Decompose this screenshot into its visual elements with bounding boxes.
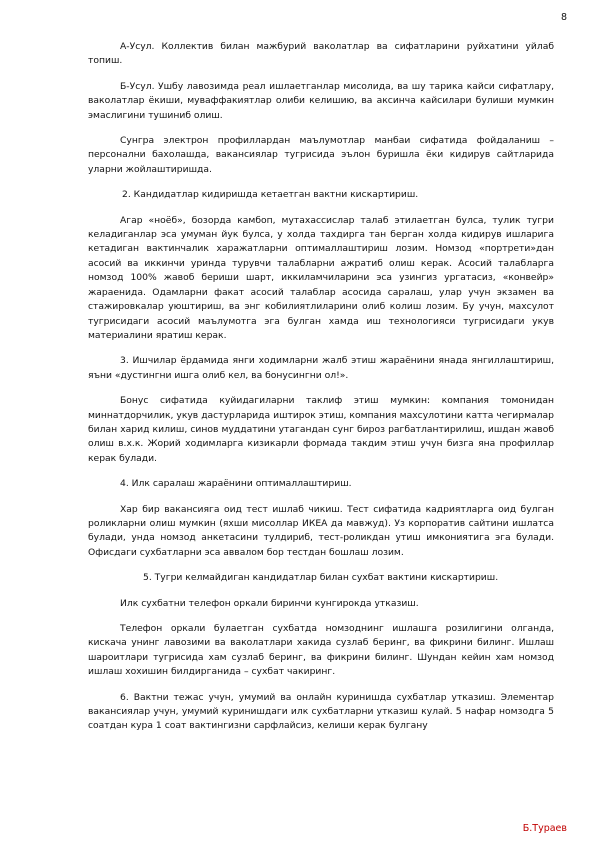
section-heading-3: 3. Ишчилар ёрдамида янги ходимларни жалб этиш жараёнини янада янгиллаштириш, яъни «дустингни ишга олиб кел, ва бонусингни ол!». bbox=[88, 355, 554, 381]
section-heading-4: 4. Илк саралаш жараёнини оптималлаштириш. bbox=[120, 478, 352, 490]
page-number: 8 bbox=[560, 12, 567, 23]
paragraph-bonus: Бонус сифатида куйидагиларни таклиф этиш мумкин: компания томонидан миннатдорчилик, укув дастурларида иштирок этиш, компания махсулотини катта чегирмалар билан харид килиш, синов муддатини утагандан сунг бироз рагбатлантирилиш, ишдан жавоб олиш в.х.к. Жорий ходимларга кизикарли формада такдим этиш учун бизга яна профиллар керак булади. bbox=[88, 395, 554, 464]
paragraph-phone-interview: Телефон оркали булаетган сухбатда номзоднинг ишлашга розилигини олганда, кискача унинг лавозими ва ваколатлари хакида сузлаб беринг, ва фикрини билинг. Ишлаш шароитлари тугрисида хам сузлаб беринг, ва фикрини билинг. Шундан кейин хам номзод ишлаш хохишин билдирганида – сухбат чакиринг. bbox=[88, 623, 554, 678]
document-body bbox=[88, 40, 554, 745]
paragraph-tests: Хар бир вакансияга оид тест ишлаб чикиш. Тест сифатида кадриятларга оид булган роликларни олиш мумкин (яхши мисоллар ИКЕА да мавжуд). Уз корпоратив сайтини ишлатса булади, унда номзод анкетасини тулдириб, тест-роликдан утиш имкониятига эга булади. Офисдаги сухбатларни эса аввалом бор тестдан бошлаш лозим. bbox=[88, 503, 554, 558]
paragraph-group-interviews: 6. Вактни тежас учун, умумий ва онлайн куринишда сухбатлар утказиш. Элементар вакансиялар учун, умумий куринишдаги илк сухбатларни утказиш кулай. 5 нафар номзодга 5 соатдан кура 1 соат вактингизни сарфлайсиз, келиши керак булгану bbox=[88, 691, 554, 732]
paragraph-rare-specialists: Агар «ноёб», бозорда камбоп, мутахассислар талаб этилаетган булса, тулик тугри келадиганлар эса умуман йук булса, у холда тахдирга тан берган холда кидирув ишларига кетадиган вактинчалик харажатларни оптималлаштириш лозим. Номзод «портрети»дан асосий ва иккинчи уринда турувчи талабларни ажратиб олиш керак. Асосий талабларга номзод 100% жавоб бериши шарт, иккиламчиларини эса узингиз ургатасиз, «конвейр» жараенида. Одамларни факат асосий талаблар асосида саралаш, улар учун экзамен ва стажировкалар уюштириш, ва энг кобилиятлиларини олиб колиш лозим. Бу учун, махсулот тугрисидаги асосий маълумотга эга булган хамда иш технологияси тугрисидаги укув материалини яратиш керак. bbox=[88, 214, 554, 341]
paragraph-method-a: А-Усул. Коллектив билан мажбурий ваколатлар ва сифатларини руйхатини уйлаб топиш. bbox=[88, 41, 554, 67]
paragraph-method-b: Б-Усул. Ушбу лавозимда реал ишлаетганлар мисолида, ва шу тарика кайси сифатлару, ваколатлар ёкиши, муваффакиятлар олиби келишию, ва аксинча кайсилари булиши мумкин эмаслигини тушиниб олиш. bbox=[88, 80, 554, 121]
section-heading-5: 5. Тугри келмайдиган кандидатлар билан сухбат вактини кискартириш. bbox=[143, 572, 499, 584]
paragraph-first-call: Илк сухбатни телефон оркали биринчи кунгирокда утказиш. bbox=[120, 597, 419, 609]
footer-author-name: Б.Тураев bbox=[522, 823, 567, 834]
paragraph-electronic-profiles: Сунгра электрон профиллардан маълумотлар манбаи сифатида фойдаланиш – персонални бахолашда, вакансиялар тугрисида эълон буришла ёки кидирув сайтларида уларни жойлаштиришда. bbox=[88, 135, 554, 175]
section-heading-2: 2. Кандидатлар кидиришда кетаетган вактни кискартириш. bbox=[122, 189, 419, 201]
